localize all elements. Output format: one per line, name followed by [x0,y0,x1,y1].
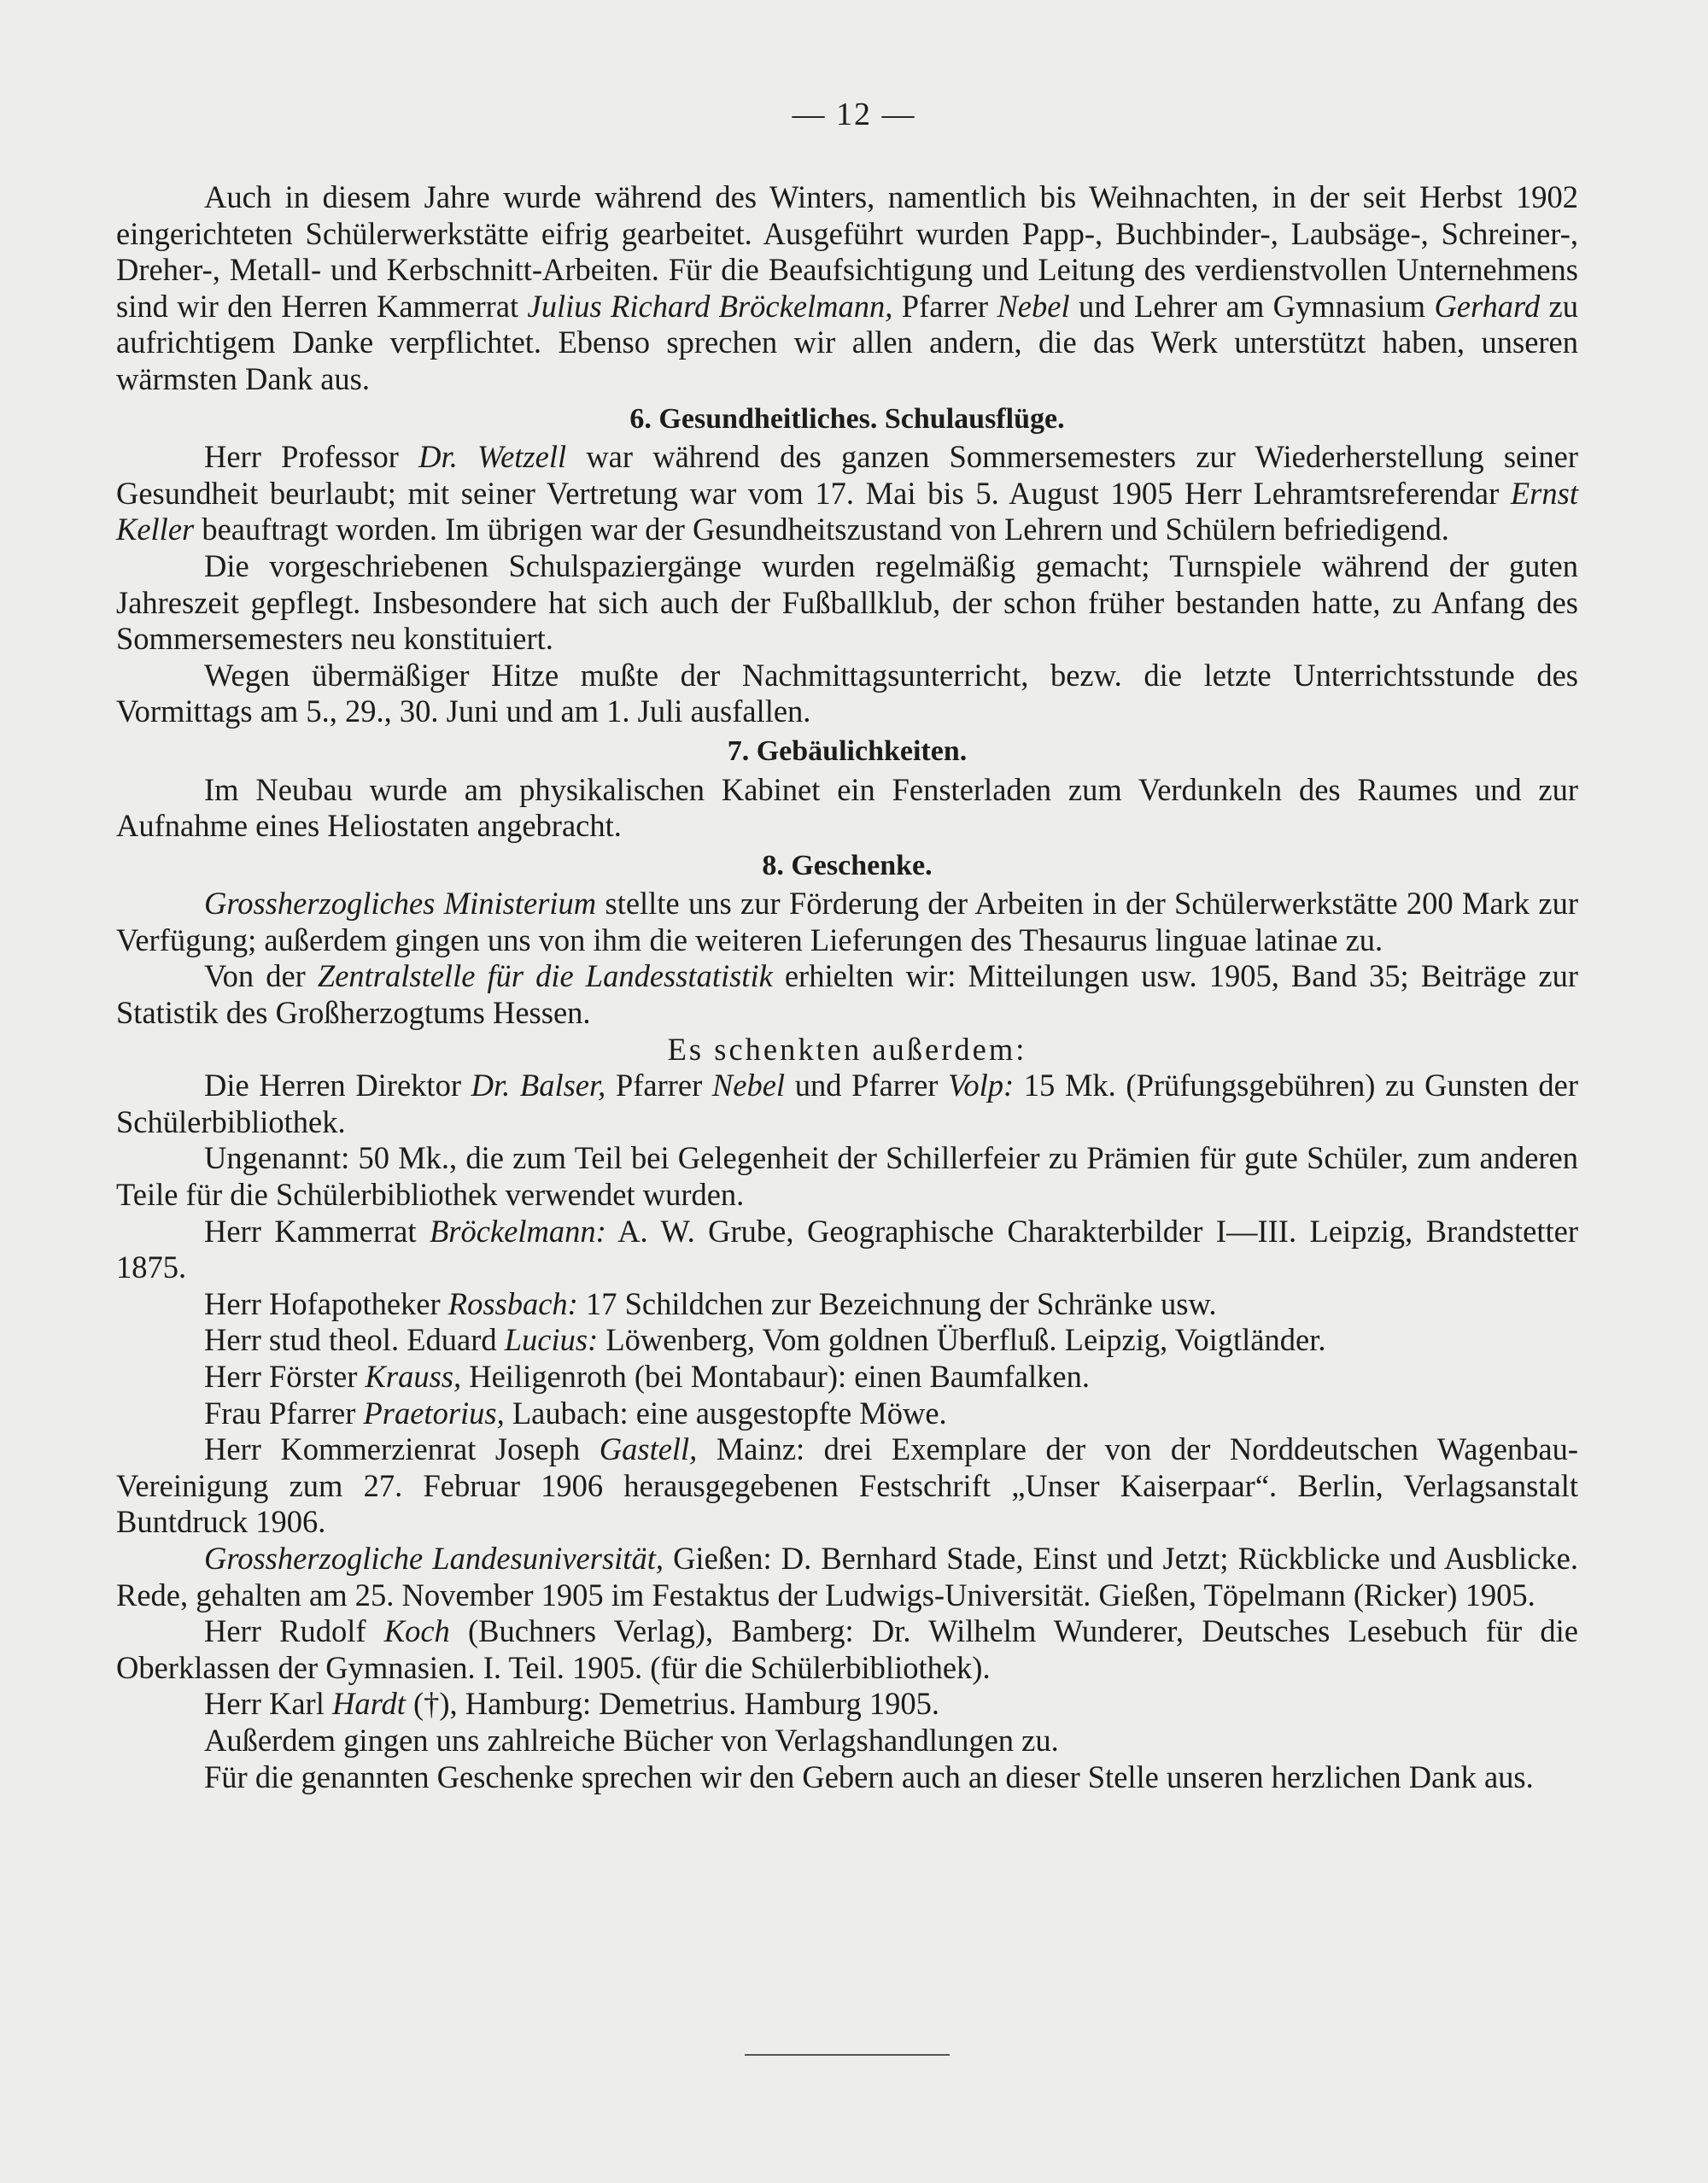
gift-entry: Die Herren Direktor Dr. Balser, Pfarrer Nebel und Pfarrer Volp: 15 Mk. (Prüfungsgebühren) zu Gunsten der Schülerbibliothek. [116,1068,1579,1139]
paragraph-workshop: Auch in diesem Jahre wurde während des Winters, namentlich bis Weihnachten, in der seit Herbst 1902 eingerichteten Schülerwerkstätte eifrig gearbeitet. Ausgeführt wurden Papp-, Buchbinder-, Laubsäge-, Schreiner-, Dreher-, Metall- und Kerbschnitt-Arbeiten. Für die Beaufsichtigung und Leitung des verdienstvollen Unternehmens sind wir den Herren Kammerrat Julius Richard Bröckelmann, Pfarrer Nebel und Lehrer am Gymnasium Gerhard zu aufrichtigem Danke verpflichtet. Ebenso sprechen wir allen andern, die das Werk unterstützt haben, unseren wärmsten Dank aus. [116,179,1578,396]
person-name: Gerhard [1434,288,1541,324]
person-name: Julius Richard Bröckelmann, [527,288,893,324]
gift-entry: Herr stud theol. Eduard Lucius: Löwenberg, Vom goldnen Überfluß. Leipzig, Voigtländer. [204,1322,1326,1358]
closing-thanks: Für die genannten Geschenke sprechen wir den Gebern auch an dieser Stelle unseren herzlichen Dank aus. [204,1759,1534,1794]
paragraph-ministry: Grossherzogliches Ministerium stellte uns zur Förderung der Arbeiten in der Schülerwerkstätte 200 Mark zur Verfügung; außerdem gingen uns von ihm die weiteren Lieferungen des Thesaurus linguae latinae zu. [116,886,1578,957]
gift-entry: Herr Karl Hardt (†), Hamburg: Demetrius. Hamburg 1905. [204,1686,939,1722]
person-name: Lucius: [504,1322,599,1358]
person-name: Bröckelmann: [429,1213,606,1249]
gift-entry: Herr Hofapotheker Rossbach: 17 Schildchen zur Bezeichnung der Schränke usw. [204,1285,1217,1321]
person-name: Nebel [997,288,1070,324]
section-heading-gifts: 8. Geschenke. [762,849,933,881]
institution-name: Grossherzogliche Landesuniversität, [204,1540,664,1576]
person-name: Nebel [711,1068,786,1103]
gift-entry: Herr Rudolf Koch (Buchners Verlag), Bamberg: Dr. Wilhelm Wunderer, Deutsches Lesebuch für die Oberklassen der Gymnasien. I. Teil. 1905. (für die Schülerbibliothek). [116,1613,1578,1685]
paragraph-buildings: Im Neubau wurde am physikalischen Kabinet ein Fensterladen zum Verdunkeln des Raumes und zur Aufnahme eines Heliostaten angebracht. [116,771,1578,844]
person-name: Gastell, [599,1431,698,1467]
person-name: Dr. Wetzell [418,439,567,475]
end-rule [745,2054,950,2056]
gift-entry: Herr Kommerzienrat Joseph Gastell, Mainz: drei Exemplare der von der Norddeutschen Wagenbau-Vereinigung zum 27. Februar 1906 herausgegebenen Festschrift „Unser Kaiserpaar“. Berlin, Verlagsanstalt Buntdruck 1906. [116,1431,1579,1540]
person-name: Koch [383,1613,450,1649]
section-heading-buildings: 7. Gebäulichkeiten. [727,734,968,767]
section-heading-health: 6. Gesundheitliches. Schulausflüge. [629,402,1065,435]
person-name: Ernst Keller [116,475,1578,547]
gifts-subheading: Es schenkten außerdem: [667,1031,1027,1067]
person-name: Krauss, [365,1359,462,1394]
person-name: Praetorius, [363,1395,505,1431]
paragraph-heat: Wegen übermäßiger Hitze mußte der Nachmittagsunterricht, bezw. die letzte Unterrichtsstunde des Vormittags am 5., 29., 30. Juni und am 1. Juli ausfallen. [116,657,1578,729]
gift-entry: Ungenannt: 50 Mk., die zum Teil bei Gelegenheit der Schillerfeier zu Prämien für gute Schüler, zum anderen Teile für die Schülerbibliothek verwendet wurden. [116,1140,1578,1213]
person-name: Dr. Balser, [471,1068,606,1103]
gift-entry: Frau Pfarrer Praetorius, Laubach: eine ausgestopfte Möwe. [204,1395,947,1431]
gift-entry: Herr Förster Krauss, Heiligenroth (bei Montabaur): einen Baumfalken. [204,1359,1090,1394]
institution-name: Grossherzogliches Ministerium [204,886,597,922]
paragraph-health: Herr Professor Dr. Wetzell war während des ganzen Sommersemesters zur Wiederherstellung seiner Gesundheit beurlaubt; mit seiner Vertretung war vom 17. Mai bis 5. August 1905 Herr Lehramtsreferendar Ernst Keller beauftragt worden. Im übrigen war der Gesundheitszustand von Lehrern und Schülern befriedigend. [116,439,1578,547]
institution-name: Zentralstelle für die Landesstatistik [317,958,773,994]
gift-entry: Herr Kammerrat Bröckelmann: A. W. Grube, Geographische Charakterbilder I—III. Leipzig, Brandstetter 1875. [116,1213,1578,1285]
gift-entry: Grossherzogliche Landesuniversität, Gießen: D. Bernhard Stade, Einst und Jetzt; Rückblicke und Ausblicke. Rede, gehalten am 25. November 1905 im Festaktus der Ludwigs-Universität. Gießen, Töpelmann (Ricker) 1905. [116,1540,1578,1612]
person-name: Rossbach: [447,1285,578,1321]
page-number: — 12 — [792,97,916,132]
gift-entry: Außerdem gingen uns zahlreiche Bücher von Verlagshandlungen zu. [204,1722,1059,1758]
paragraph-statistics: Von der Zentralstelle für die Landesstatistik erhielten wir: Mitteilungen usw. 1905, Band 35; Beiträge zur Statistik des Großherzogtums Hessen. [116,958,1579,1031]
person-name: Volp: [948,1068,1015,1103]
body-text [116,179,1578,1795]
person-name: Hardt [331,1686,406,1722]
paragraph-walks: Die vorgeschriebenen Schulspaziergänge wurden regelmäßig gemacht; Turnspiele während der guten Jahreszeit gepflegt. Insbesondere hat sich auch der Fußballklub, der schon früher bestanden hatte, zu Anfang des Sommersemesters neu konstituiert. [116,547,1578,657]
